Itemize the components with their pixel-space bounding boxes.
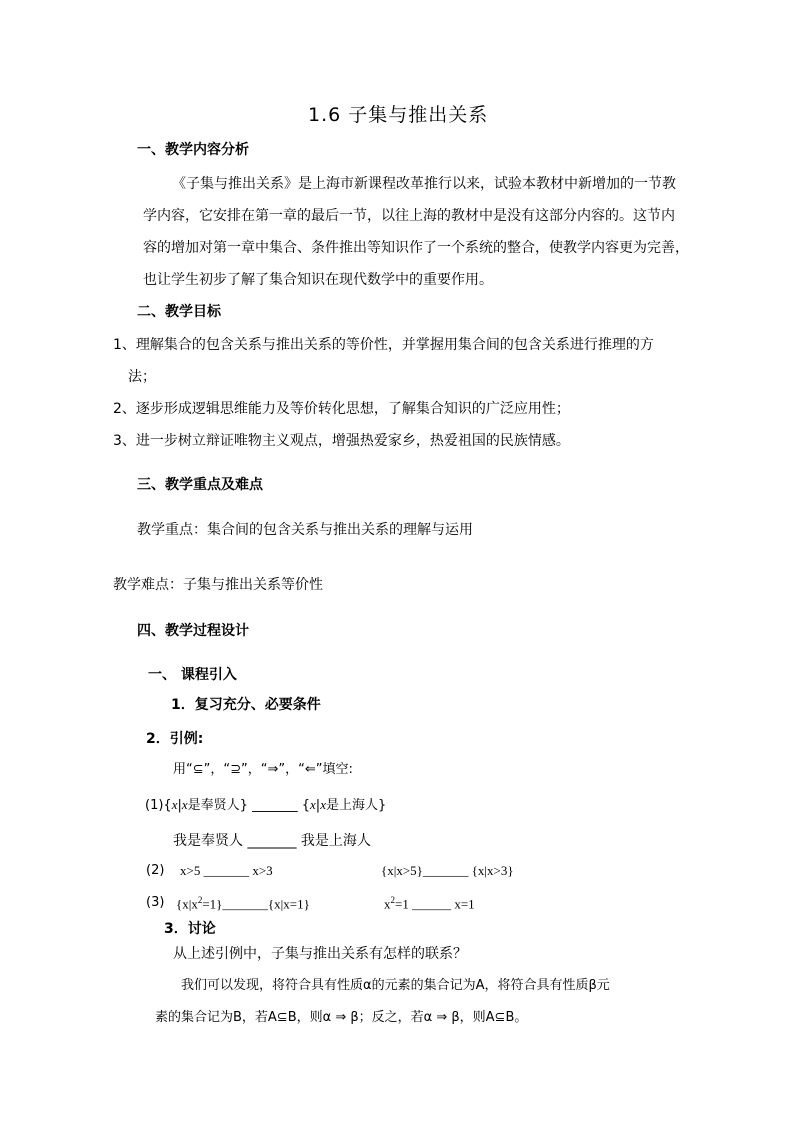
prop-expr: =1 ______ x=1	[395, 896, 475, 912]
example-2-sets: {x|x>5}_______ {x|x>3}	[381, 863, 514, 878]
item-example: 2．引例:	[146, 731, 204, 747]
section-2-heading: 二、教学目标	[137, 304, 221, 320]
objective-1-cont: 法；	[128, 369, 156, 385]
brace: }	[377, 798, 387, 813]
math-var: x	[171, 797, 178, 812]
example-1-label: (1)	[145, 798, 164, 813]
brace: }	[239, 798, 248, 813]
example-2-label: (2)	[146, 863, 165, 878]
section-1-heading: 一、教学内容分析	[137, 142, 249, 158]
objective-1: 1、理解集合的包含关系与推出关系的等价性，并掌握用集合间的包含关系进行推理的方	[113, 337, 654, 353]
conclusion-line-2: 素的集合记为B，若A⊆B，则α ⇒ β；反之，若α ⇒ β，则A⊆B。	[155, 1010, 528, 1025]
example-1b: 我是奉贤人 _______ 我是上海人	[173, 833, 371, 849]
set-desc: 是上海人	[325, 798, 378, 813]
section-1-line-2: 学内容，它安排在第一章的最后一节，以往上海的教材中是没有这部分内容的。这节内	[143, 208, 675, 224]
section-1-line-3: 容的增加对第一章中集合、条件推出等知识作了一个系统的整合，使教学内容更为完善，	[143, 240, 689, 256]
brace: {	[163, 798, 172, 813]
item-discussion: 3．讨论	[164, 921, 216, 937]
math-bar: |	[177, 798, 182, 813]
subsection-course-intro: 一、 课程引入	[148, 667, 237, 683]
section-3-heading: 三、教学重点及难点	[137, 477, 263, 493]
example-3-propositions	[384, 895, 475, 912]
objective-3: 3、进一步树立辩证唯物主义观点，增强热爱家乡，热爱祖国的民族情感。	[113, 433, 570, 449]
example-2-propositions: x>5 _______ x>3	[180, 863, 273, 878]
fill-instruction: 用“⊆”，“⊇”，“⇒”，“⇐”填空:	[173, 762, 353, 777]
discussion-question: 从上述引例中，子集与推出关系有怎样的联系？	[173, 946, 467, 962]
conclusion-line-1: 我们可以发现，将符合具有性质α的元素的集合记为A，将符合具有性质β元	[181, 978, 610, 993]
set-desc: 是奉贤人	[187, 798, 240, 813]
example-3-label: (3)	[146, 895, 165, 910]
example-3-sets	[176, 895, 310, 912]
math-var: x	[320, 797, 326, 812]
document-title: 1.6 子集与推出关系	[308, 104, 489, 126]
key-point: 教学重点：集合间的包含关系与推出关系的理解与运用	[137, 522, 473, 538]
section-1-line-4: 也让学生初步了解了集合知识在现代数学中的重要作用。	[143, 272, 493, 288]
section-1-line-1: 《子集与推出关系》是上海市新课程改革推行以来，试验本教材中新增加的一节教	[172, 176, 676, 192]
objective-2: 2、逐步形成逻辑思维能力及等价转化思想，了解集合知识的广泛应用性；	[113, 401, 570, 417]
exponent: 2	[390, 895, 395, 905]
math-var: x	[181, 797, 188, 812]
exponent: 2	[197, 895, 203, 905]
math-bar: |	[315, 798, 321, 813]
brace: {	[301, 798, 311, 813]
example-1	[145, 794, 386, 813]
blank: _______	[252, 798, 298, 813]
math-var: x	[310, 797, 316, 812]
prop-expr: x	[384, 896, 391, 912]
item-review: 1．复习充分、必要条件	[171, 697, 321, 713]
set-expr: =1}_______{x|x=1}	[202, 896, 310, 912]
section-4-heading: 四、教学过程设计	[137, 623, 249, 639]
difficulty-point: 教学难点：子集与推出关系等价性	[113, 577, 323, 593]
set-expr: {x|x	[176, 896, 198, 912]
